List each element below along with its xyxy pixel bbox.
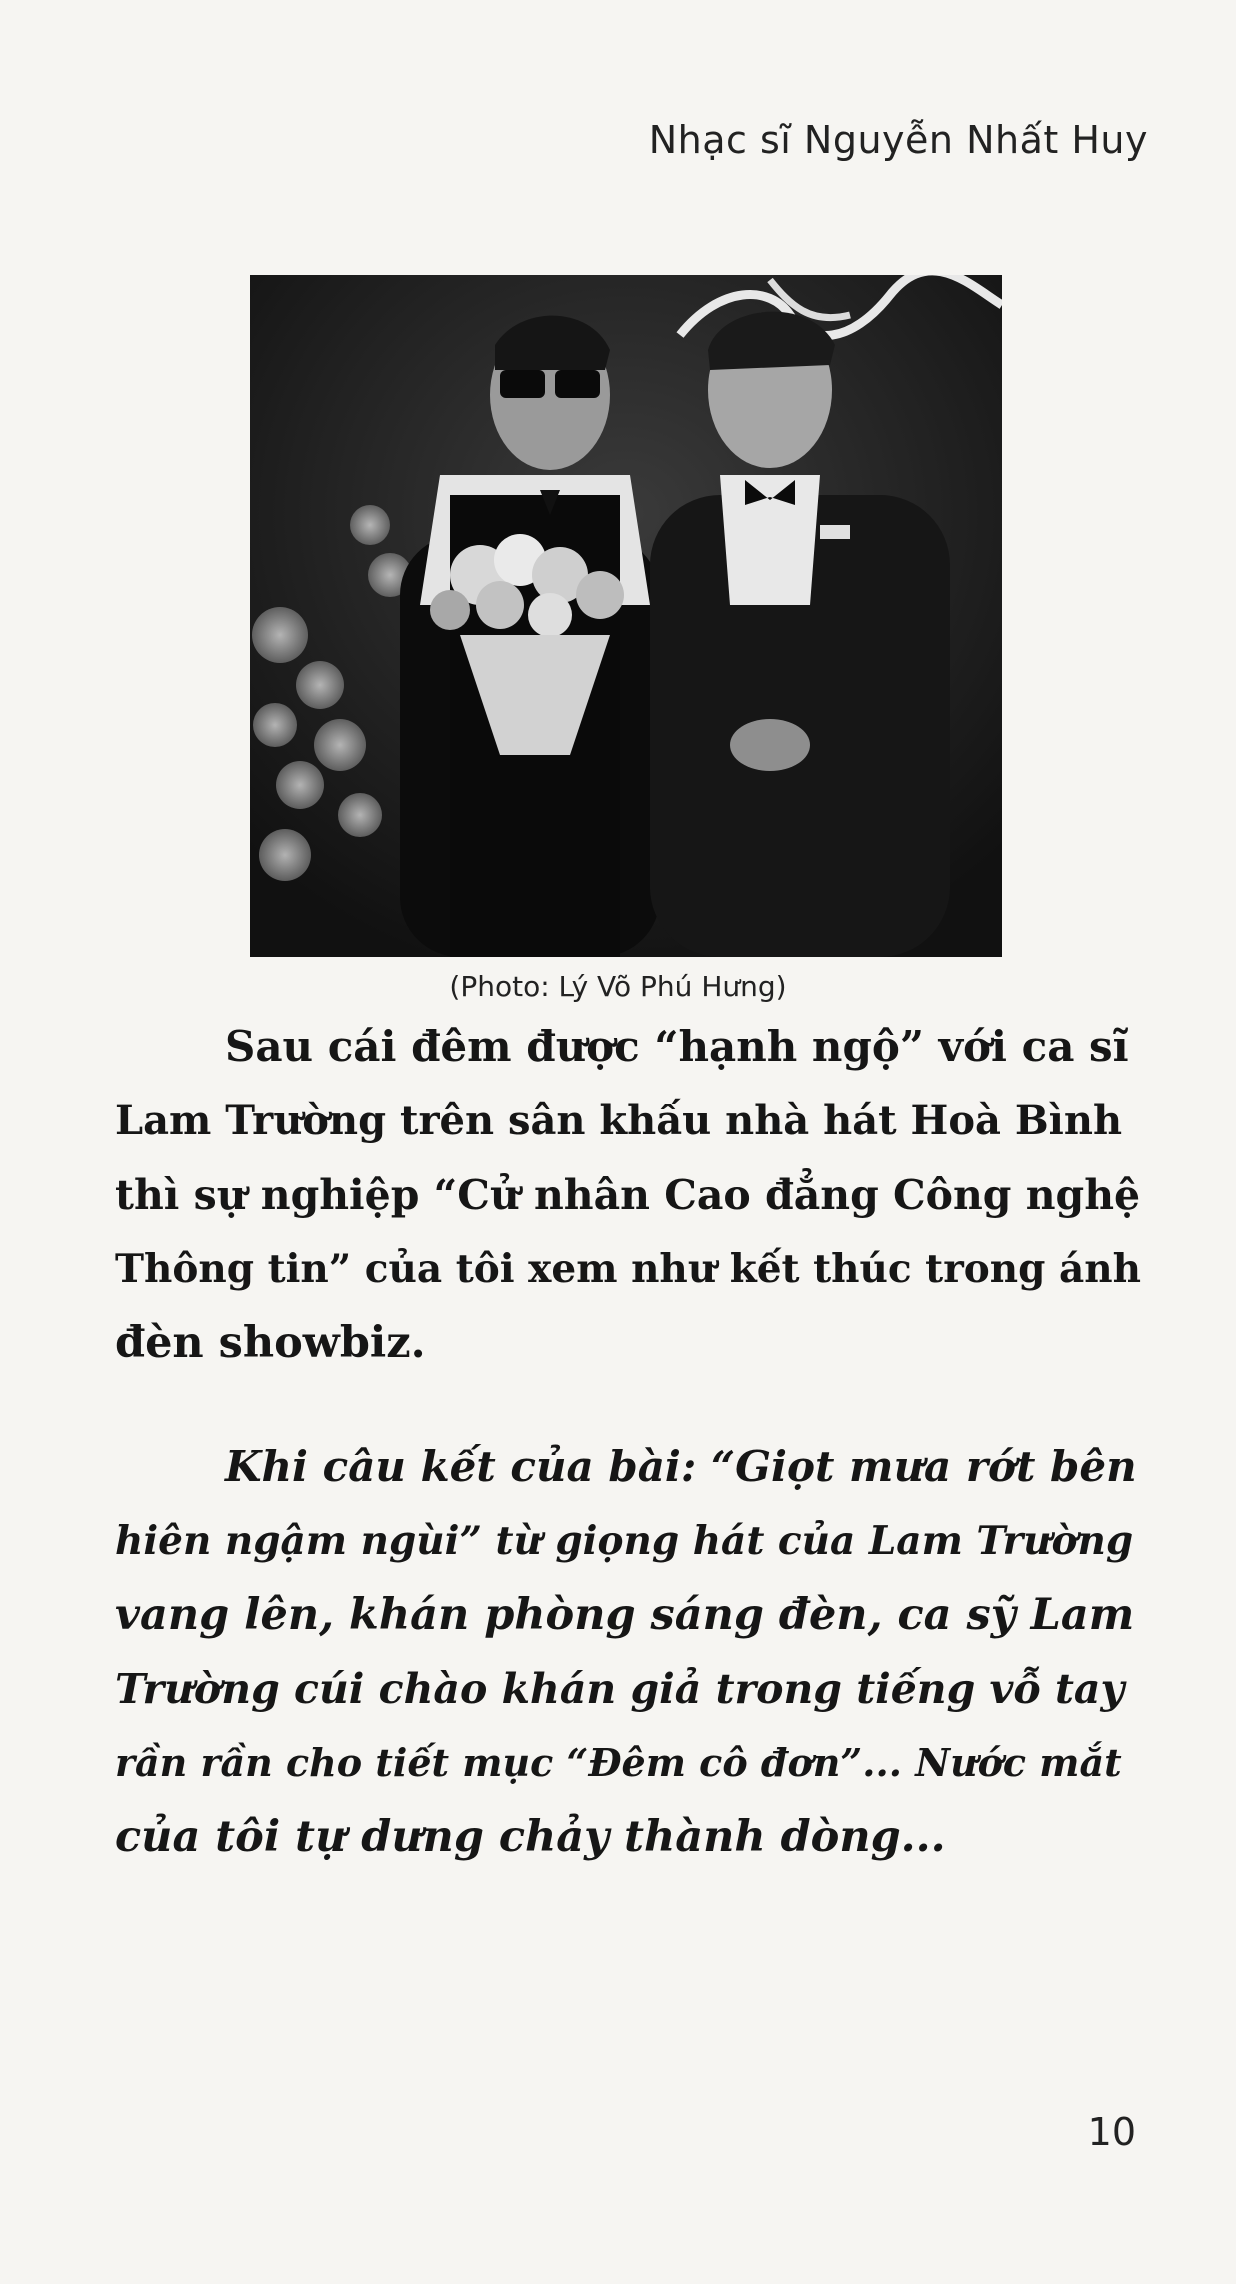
paragraph-1: [115, 1010, 1141, 1380]
paragraph-2-line: của tôi tự dưng chảy thành dòng...: [115, 1812, 946, 1862]
paragraph-1-line: đèn showbiz.: [115, 1318, 426, 1368]
paragraph-2: [115, 1430, 1141, 1874]
paragraph-1-line: Lam Trường trên sân khấu nhà hát Hoà Bình: [115, 1097, 1123, 1144]
paragraph-2-line: rần rần cho tiết mục “Đêm cô đơn”... Nước mắt: [115, 1740, 1122, 1785]
paragraph-2-line: Trường cúi chào khán giả trong tiếng vỗ tay: [115, 1665, 1125, 1713]
paragraph-1-line: Sau cái đêm được “hạnh ngộ” với ca sĩ: [225, 1022, 1129, 1071]
paragraph-1-line: thì sự nghiệp “Cử nhân Cao đẳng Công nghệ: [115, 1171, 1141, 1219]
paragraph-2-line: hiên ngậm ngùi” từ giọng hát của Lam Trường: [115, 1518, 1134, 1564]
stage-photo: [250, 275, 1002, 957]
paragraph-2-line: vang lên, khán phòng sáng đèn, ca sỹ Lam: [115, 1590, 1135, 1640]
running-header: Nhạc sĩ Nguyễn Nhất Huy: [648, 118, 1148, 162]
page-number: 10: [1087, 2110, 1136, 2154]
paragraph-1-line: Thông tin” của tôi xem như kết thúc trong ánh: [115, 1246, 1141, 1292]
photo-caption: (Photo: Lý Võ Phú Hưng): [449, 970, 787, 1003]
paragraph-2-line: Khi câu kết của bài: “Giọt mưa rớt bên: [225, 1442, 1137, 1491]
stage-photo-image: [250, 275, 1002, 957]
